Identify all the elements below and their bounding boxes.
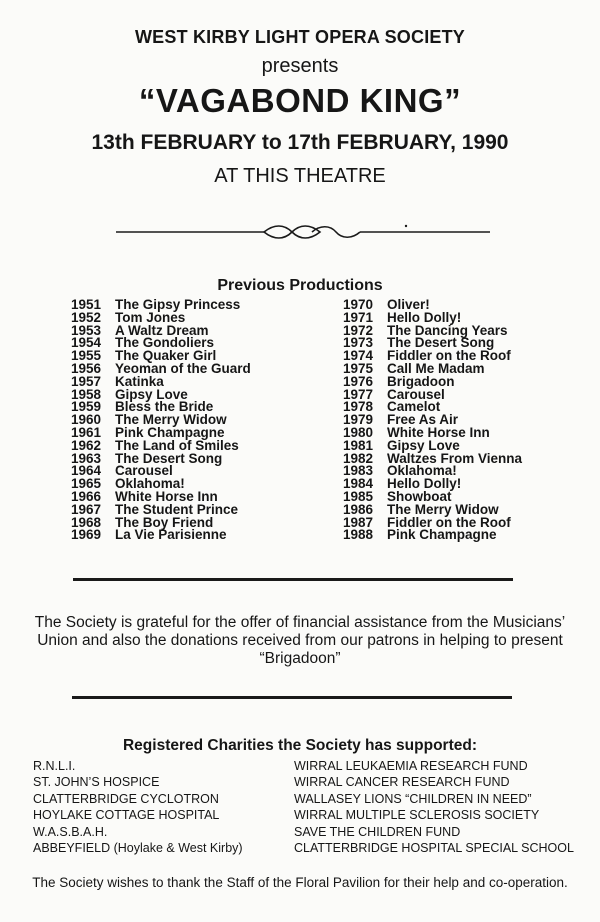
production-year: 1954 (71, 335, 102, 351)
production-year: 1952 (71, 309, 102, 325)
production-title: Gipsy Love (115, 386, 188, 402)
previous-productions-heading: Previous Productions (217, 277, 383, 294)
production-year: 1972 (343, 322, 374, 338)
charity-entry: WIRRAL LEUKAEMIA RESEARCH FUND (294, 759, 528, 773)
production-year: 1974 (343, 348, 374, 364)
production-year: 1960 (71, 412, 102, 428)
section-divider (72, 696, 512, 699)
charities-left-column (33, 758, 243, 856)
ornamental-divider (116, 222, 490, 242)
presents-label: presents (261, 55, 339, 77)
charity-entry: WALLASEY LIONS “CHILDREN IN NEED” (294, 791, 532, 806)
production-title: Yeoman of the Guard (115, 360, 251, 376)
production-title: A Waltz Dream (115, 322, 209, 338)
production-year: 1970 (343, 297, 374, 312)
production-year: 1957 (71, 373, 102, 389)
production-title: Gipsy Love (387, 437, 460, 453)
production-title: Bless the Bride (115, 399, 214, 415)
production-title: The Gipsy Princess (115, 297, 241, 312)
show-dates: 13th FEBRUARY to 17th FEBRUARY, 1990 (91, 131, 509, 154)
production-title: Carousel (115, 463, 173, 479)
productions-left-column (71, 299, 251, 542)
production-year: 1987 (343, 514, 374, 530)
charity-entry: R.N.L.I. (33, 759, 76, 773)
production-title: Katinka (115, 373, 164, 389)
production-year: 1968 (71, 514, 102, 530)
production-year: 1973 (343, 335, 374, 351)
production-year: 1977 (343, 386, 374, 402)
acknowledgement-line: The Society is grateful for the offer of financial assistance from the Musicians’ (34, 614, 566, 631)
production-title: White Horse Inn (387, 424, 490, 440)
section-divider (73, 578, 513, 581)
production-year: 1958 (71, 386, 102, 402)
charity-entry: WIRRAL CANCER RESEARCH FUND (294, 775, 510, 790)
production-year: 1966 (71, 488, 102, 504)
production-title: Hello Dolly! (387, 309, 462, 325)
production-year: 1980 (343, 424, 374, 440)
production-year: 1963 (71, 450, 102, 466)
venue-label: AT THIS THEATRE (214, 165, 386, 187)
production-year: 1956 (71, 360, 102, 376)
production-title: Oklahoma! (387, 463, 457, 479)
production-title: Free As Air (387, 412, 459, 428)
production-title: Tom Jones (115, 309, 186, 325)
production-year: 1975 (343, 360, 374, 376)
production-title: Pink Champagne (387, 527, 497, 543)
production-title: Pink Champagne (115, 424, 225, 440)
production-title: Oliver! (387, 297, 430, 312)
production-year: 1983 (343, 463, 374, 479)
society-name: WEST KIRBY LIGHT OPERA SOCIETY (134, 27, 466, 47)
production-title: The Desert Song (387, 335, 495, 351)
production-year: 1984 (343, 476, 374, 492)
production-year: 1985 (343, 488, 374, 504)
production-title: Camelot (387, 399, 441, 415)
charities-heading: Registered Charities the Society has supported: (122, 737, 477, 754)
production-year: 1978 (343, 399, 374, 415)
production-year: 1951 (71, 297, 102, 312)
production-title: La Vie Parisienne (115, 527, 227, 543)
charity-entry: HOYLAKE COTTAGE HOSPITAL (33, 808, 220, 823)
show-title: “VAGABOND KING” (138, 82, 462, 119)
charity-entry: CLATTERBRIDGE CYCLOTRON (33, 791, 219, 806)
production-title: The Dancing Years (387, 322, 508, 338)
production-year: 1962 (71, 437, 102, 453)
production-year: 1959 (71, 399, 102, 415)
charity-entry: ST. JOHN’S HOSPICE (33, 775, 160, 790)
production-title: Waltzes From Vienna (387, 450, 523, 466)
production-year: 1969 (71, 527, 102, 543)
production-title: The Merry Widow (387, 501, 499, 517)
charity-entry: SAVE THE CHILDREN FUND (294, 824, 461, 839)
production-title: Hello Dolly! (387, 476, 462, 492)
production-title: The Merry Widow (115, 412, 227, 428)
charity-entry: CLATTERBRIDGE HOSPITAL SPECIAL SCHOOL (294, 840, 574, 855)
footer-thanks: The Society wishes to thank the Staff of the Floral Pavilion for their help and co-operation. (32, 875, 568, 890)
acknowledgement-line: “Brigadoon” (259, 650, 341, 667)
charity-entry: WIRRAL MULTIPLE SCLEROSIS SOCIETY (294, 808, 540, 823)
production-title: The Student Prince (115, 501, 239, 517)
production-year: 1971 (343, 309, 374, 325)
production-title: Brigadoon (387, 373, 455, 389)
production-title: Call Me Madam (387, 360, 485, 376)
charities-right-column (294, 758, 574, 856)
acknowledgement-line: Union and also the donations received from our patrons in helping to present (37, 632, 563, 649)
production-year: 1965 (71, 476, 102, 492)
production-entry (343, 529, 522, 542)
production-entry (71, 529, 251, 542)
production-year: 1961 (71, 424, 102, 440)
productions-right-column (343, 299, 522, 542)
production-year: 1953 (71, 322, 102, 338)
production-year: 1979 (343, 412, 374, 428)
production-year: 1967 (71, 501, 102, 517)
production-year: 1976 (343, 373, 374, 389)
production-title: The Desert Song (115, 450, 223, 466)
production-year: 1986 (343, 501, 374, 517)
production-year: 1981 (343, 437, 374, 453)
charity-entry: W.A.S.B.A.H. (33, 824, 108, 839)
production-title: The Boy Friend (115, 514, 214, 530)
production-title: White Horse Inn (115, 488, 218, 504)
charity-entry: ABBEYFIELD (Hoylake & West Kirby) (33, 840, 243, 855)
production-title: Carousel (387, 386, 445, 402)
production-title: The Gondoliers (115, 335, 215, 351)
production-year: 1955 (71, 348, 102, 364)
production-year: 1982 (343, 450, 374, 466)
production-year: 1988 (343, 527, 374, 543)
production-title: Showboat (387, 488, 452, 504)
production-title: Oklahoma! (115, 476, 185, 492)
production-title: Fiddler on the Roof (387, 348, 511, 364)
production-title: The Land of Smiles (115, 437, 239, 453)
production-title: Fiddler on the Roof (387, 514, 511, 530)
acknowledgement-text (6, 614, 594, 668)
production-title: The Quaker Girl (115, 348, 217, 364)
production-year: 1964 (71, 463, 102, 479)
